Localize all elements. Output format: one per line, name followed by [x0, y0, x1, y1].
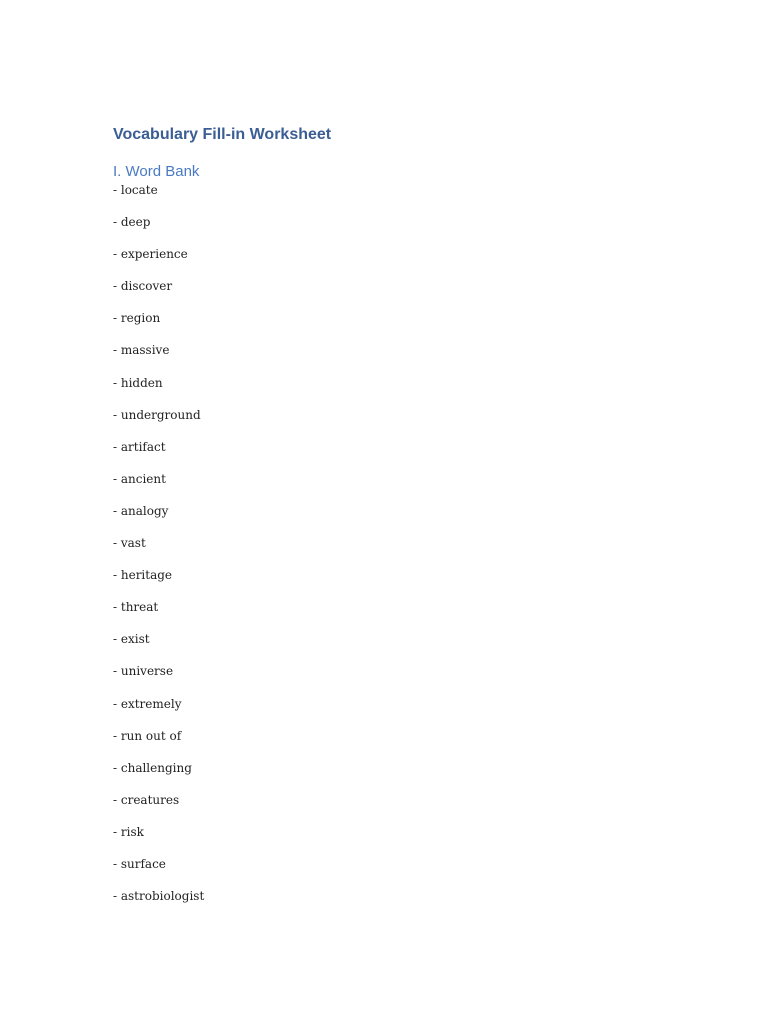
word-bank-item: - creatures [113, 792, 180, 807]
word-bank-item: - surface [113, 856, 166, 871]
word-bank-item: - locate [113, 183, 158, 197]
word-bank-item: - threat [113, 600, 159, 615]
word-bank-item: - hidden [113, 375, 163, 390]
word-bank-item: - extremely [113, 696, 182, 711]
document-title: Vocabulary Fill-in Worksheet [113, 126, 332, 143]
word-bank-item: - experience [113, 247, 188, 262]
word-bank-item: - vast [113, 536, 146, 551]
word-bank-item: - ancient [113, 471, 166, 486]
word-bank-item: - underground [113, 407, 201, 422]
word-bank-item: - region [113, 311, 161, 326]
word-bank-item: - astrobiologist [113, 889, 205, 904]
document-content [113, 124, 673, 920]
word-bank-item: - analogy [113, 503, 169, 518]
word-bank-item: - universe [113, 664, 174, 679]
word-bank-item: - challenging [113, 760, 192, 775]
word-bank-item: - artifact [113, 439, 166, 454]
section-heading-word-bank: I. Word Bank [113, 163, 200, 180]
word-bank-item: - massive [113, 343, 170, 358]
word-bank-item: - heritage [113, 568, 173, 583]
word-bank-item: - exist [113, 632, 150, 647]
word-bank-list [113, 182, 673, 904]
word-bank-item: - run out of [113, 728, 182, 743]
word-bank-item: - deep [113, 215, 151, 230]
word-bank-item: - risk [113, 824, 144, 839]
word-bank-item: - discover [113, 279, 173, 294]
